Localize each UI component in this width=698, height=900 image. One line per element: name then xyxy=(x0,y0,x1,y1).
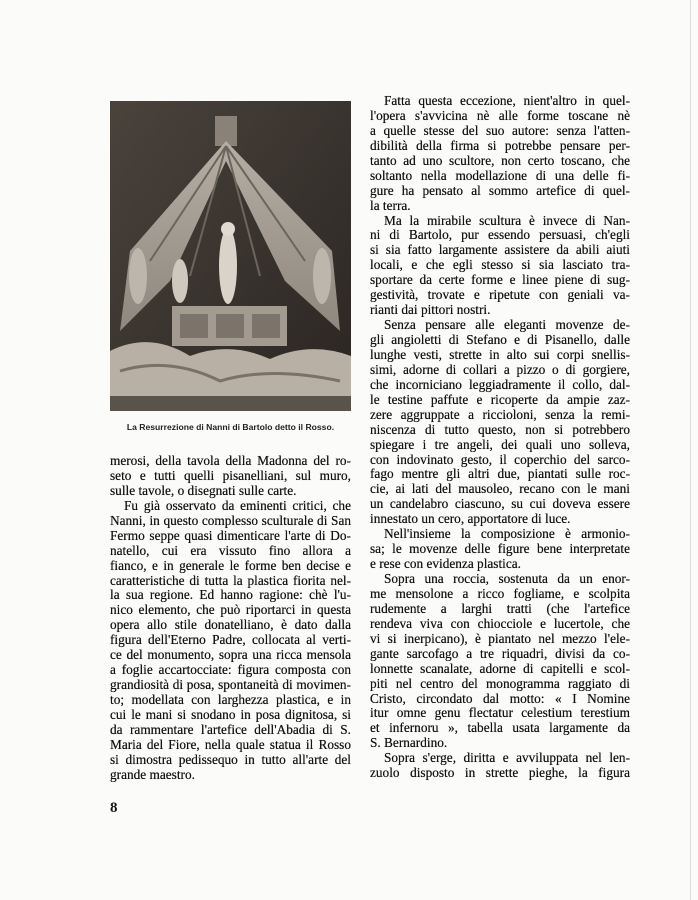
text-line: sportare da certe forme e linee piene di sug- xyxy=(370,272,630,288)
text-line: sa; le movenze delle figure bene interpretate xyxy=(370,541,630,557)
text-line: tanto ad uno scultore, non certo toscano, che xyxy=(370,152,630,168)
text-line: Senza pensare alle eleganti movenze de- xyxy=(384,317,630,333)
text-line: l'opera s'avvicina nè alle forme toscane nè xyxy=(370,107,630,123)
text-line: spiegare i tre angeli, dei quali uno solleva, xyxy=(370,436,630,452)
paragraph xyxy=(370,527,630,572)
text-line: si dimostra pedissequo in tutto all'arte del xyxy=(110,751,351,767)
text-line: figura dell'Eterno Padre, collocata al verti- xyxy=(110,632,351,648)
text-line: Maria del Fiore, nella quale statua il Rosso xyxy=(110,736,351,752)
paragraph xyxy=(370,751,630,781)
text-line: nico elemento, che può riportarci in questa xyxy=(110,602,351,618)
text-line: to; modellata con larghezza plastica, e in xyxy=(110,692,351,707)
text-line: natello, cui era vissuto fino allora a xyxy=(110,542,351,558)
text-line: gli angioletti di Stefano e di Pisanello, dalle xyxy=(370,332,630,347)
text-line: opera allo stile donatelliano, è dato dalla xyxy=(110,617,351,633)
right-text-column xyxy=(370,94,630,781)
text-line: un candelabro ciascuno, su cui doveva essere xyxy=(370,496,630,512)
text-line: che incorniciano leggiadramente il collo, dal- xyxy=(370,376,630,392)
text-line: ni di Bartolo, pur essendo persuasi, ch'egli xyxy=(370,227,630,243)
text-line: niscenza di tutto questo, non si potrebbero xyxy=(370,421,630,437)
text-line: lunghe vesti, strette in alto sui corpi snellis- xyxy=(370,346,630,362)
paragraph xyxy=(370,572,630,751)
text-line: vi si inerpicano), è piantato nel mezzo l'ele- xyxy=(370,630,630,646)
text-line: rianti dai pittori nostri. xyxy=(370,302,491,318)
paragraph xyxy=(370,214,630,319)
text-line: cui le mani si snodano in posa dignitosa, si xyxy=(110,706,351,722)
text-line: si sia fatto largamente assistere da abili aiuti xyxy=(370,242,630,258)
text-line: a foglie accartocciate: figura composta con xyxy=(110,662,351,678)
text-line: lonnette scanalate, adorne di capitelli e scol- xyxy=(370,660,630,676)
text-line: ce del monumento, sopra una ricca mensola xyxy=(110,647,351,663)
text-line: le testine paffute e ricoperte da ampie zaz- xyxy=(370,391,630,407)
sculpture-photo xyxy=(110,101,351,411)
text-line: seto e tutti quelli pisanelliani, sul muro, xyxy=(110,467,351,483)
text-line: S. Bernardino. xyxy=(370,735,448,751)
text-line: dibilità della firma si potrebbe pensare per- xyxy=(370,137,630,153)
page-edge-line xyxy=(690,0,691,900)
text-line: Sopra una roccia, sostenuta da un enor- xyxy=(384,571,630,586)
text-line: simi, adorne di collari a pizzo o di gorgiere, xyxy=(370,361,630,377)
text-line: fianco, e in generale le forme ben decise e xyxy=(110,557,351,573)
text-line: Nanni, in questo complesso sculturale di San xyxy=(110,512,351,528)
text-line: Cristo, circondato dal motto: « I Nomine xyxy=(370,690,630,706)
text-line: la sua regione. Ed hanno ragione: chè l'u- xyxy=(110,587,351,603)
text-line: Fermo seppe quasi dimenticare l'arte di Do- xyxy=(110,527,351,543)
paragraph xyxy=(110,499,351,783)
paragraph xyxy=(370,318,630,527)
text-line: Sopra s'erge, diritta e avviluppata nel len- xyxy=(384,750,630,766)
page-number: 8 xyxy=(110,800,118,816)
text-line: innestato un cero, apportatore di luce. xyxy=(370,511,571,527)
paragraph xyxy=(110,454,351,499)
text-line: Ma la mirabile scultura è invece di Nan- xyxy=(384,212,630,228)
text-line: locali, e che egli stesso si sia lasciato tra- xyxy=(370,257,630,273)
text-line: zuolo disposto in strette pieghe, la figura xyxy=(370,765,630,781)
text-line: zere aggruppate a riccioloni, senza la remi- xyxy=(370,406,630,422)
text-line: gestività, trovate e ripetute con geniali va- xyxy=(370,287,630,303)
text-line: sulle tavole, o disegnati sulle carte. xyxy=(110,482,297,498)
text-line: grandiosità di posa, spontaneità di movimen- xyxy=(110,677,351,693)
text-line: fago mentre gli altri due, piantati sulle roc- xyxy=(370,466,630,482)
text-line: et infernoru », tabella usata largamente da xyxy=(370,720,630,736)
text-line: soltanto nella modellazione di una delle fi- xyxy=(370,167,630,183)
text-line: gure ha pensato al sommo artefice di quel- xyxy=(370,182,630,198)
text-line: me mensolone a ricco fogliame, e scolpita xyxy=(370,585,630,601)
text-line: grande maestro. xyxy=(110,766,195,782)
text-line: con indovinato gesto, il coperchio del sarco- xyxy=(370,451,630,467)
left-text-column xyxy=(110,454,351,783)
resurrection-sculpture-image xyxy=(110,101,351,411)
text-line: Fu già osservato da eminenti critici, che xyxy=(124,497,351,513)
text-line: cie, ai lati del mausoleo, recano con le mani xyxy=(370,481,630,497)
text-line: rudemente a larghi tratti (che l'artefice xyxy=(370,600,630,616)
text-line: caratteristiche di tutta la plastica fiorita nel- xyxy=(110,572,351,588)
text-line: e rese con evidenza plastica. xyxy=(370,556,521,572)
text-line: rendeva viva con chiocciole e lucertole, che xyxy=(370,615,630,631)
text-line: itur omne genu flectatur celestium terestium xyxy=(370,705,630,721)
text-line: gante sarcofago a tre riquadri, divisi da co- xyxy=(370,645,630,661)
text-line: da rammentare l'artefice dell'Abadia di S. xyxy=(110,721,351,737)
text-line: Nell'insieme la composizione è armonio- xyxy=(384,526,630,542)
text-line: a quelle stesse del suo autore: senza l'atten- xyxy=(370,122,630,138)
text-line: la terra. xyxy=(370,197,411,213)
text-line: merosi, della tavola della Madonna del ro- xyxy=(110,453,351,468)
figure-caption: La Resurrezione di Nanni di Bartolo detto il Rosso. xyxy=(126,422,335,432)
text-line: piti nel centro del monogramma raggiato di xyxy=(370,675,630,691)
text-line: Fatta questa eccezione, nient'altro in quel- xyxy=(384,93,630,108)
paragraph xyxy=(370,94,630,214)
